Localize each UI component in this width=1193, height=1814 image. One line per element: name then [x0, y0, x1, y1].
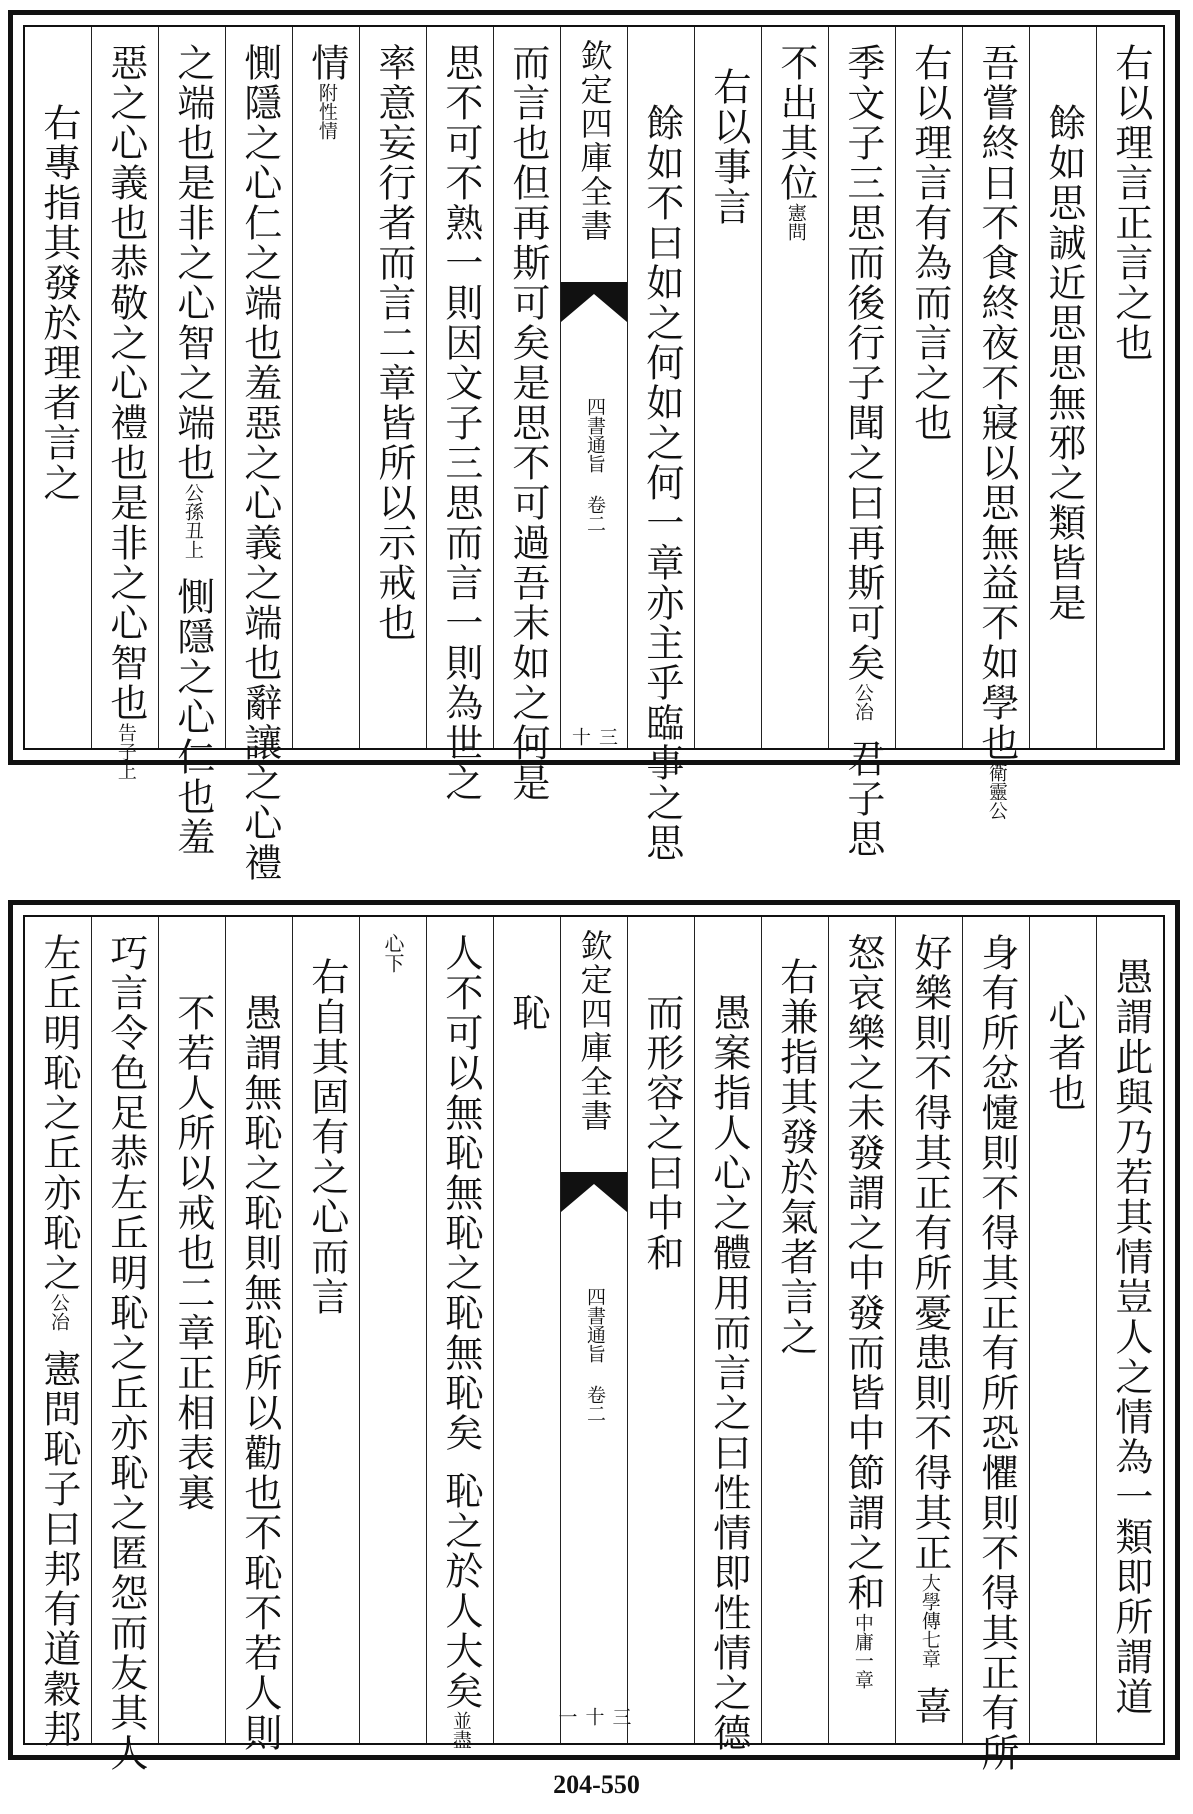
main-text: 惡之心義也恭敬之心禮也是非之心智也 — [103, 43, 148, 723]
column — [158, 27, 225, 857]
column: 思不可不熟一則因文子三思而言一則為世之 — [426, 27, 493, 748]
section-label: 四書通旨 卷二 — [583, 1287, 606, 1423]
column: 恥 — [493, 917, 560, 1743]
main-text: 吾嘗終日不食終夜不寢以思無益不如學也 — [974, 43, 1019, 763]
column: 餘如不曰如之何如之何一章亦主乎臨事之思 — [627, 27, 694, 748]
fish-tail-mark-icon — [561, 1172, 627, 1212]
main-text: 之端也是非之心智之端也 — [170, 43, 215, 483]
bottom-page — [8, 900, 1180, 1773]
book-title: 欽定四庫全書 — [575, 929, 614, 1133]
column — [91, 27, 158, 780]
main-text: 喜 — [907, 1686, 952, 1726]
main-text: 君子思 — [840, 739, 885, 859]
source-note: 中庸一章 — [851, 1613, 874, 1689]
column: 而言也但再斯可矣是思不可過吾末如之何是 — [493, 27, 560, 748]
main-text: 惻隱之心仁也羞 — [170, 577, 215, 857]
column — [828, 27, 895, 859]
column: 愚謂此與乃若其情豈人之情為一類即所謂道 — [1096, 917, 1163, 1743]
main-text: 怒哀樂之未發謂之中發而皆中節謂之和 — [840, 933, 885, 1613]
bottom-page-frame — [23, 915, 1165, 1773]
main-text: 季文子三思而後行子聞之曰再斯可矣 — [840, 43, 885, 683]
source-note: 大學傳七章 — [918, 1573, 941, 1668]
column: 率意妄行者而言二章皆所以示戒也 — [359, 27, 426, 748]
source-note: 公冶 — [47, 1293, 70, 1331]
page-footer-number: 204-550 — [553, 1770, 640, 1799]
center-margin — [555, 917, 632, 1743]
column — [962, 27, 1029, 820]
column: 愚案指人心之體用而言之曰性情即性情之德 — [694, 917, 761, 1743]
page-number: 三十 — [569, 727, 618, 746]
column — [359, 917, 426, 1743]
source-note: 附性情 — [315, 83, 338, 140]
main-text: 左丘明恥之丘亦恥之 — [36, 933, 81, 1293]
column: 身有所忿懥則不得其正有所恐懼則不得其正有所 — [962, 917, 1029, 1743]
source-note: 憲問 — [784, 203, 807, 241]
column: 餘如思誠近思思無邪之類皆是 — [1029, 27, 1096, 748]
column: 惻隱之心仁之端也羞惡之心義之端也辭讓之心禮 — [225, 27, 292, 748]
source-note: 下 — [381, 953, 405, 973]
top-page-frame — [23, 25, 1165, 883]
column: 右兼指其發於氣者言之 — [761, 917, 828, 1743]
column: 不若人所以戒也二章正相表裏 — [158, 917, 225, 1743]
column: 右以事言 — [694, 27, 761, 748]
column: 右以理言正言之也 — [1096, 27, 1163, 748]
source-note: 衛靈公 — [985, 763, 1008, 820]
main-text: 不出其位 — [773, 43, 818, 203]
source-note: 公孫丑上 — [181, 483, 204, 559]
column: 巧言令色足恭左丘明恥之丘亦恥之匿怨而友其人 — [91, 917, 158, 1743]
section-label: 四書通旨 卷二 — [583, 397, 606, 533]
source-note: 公冶 — [851, 683, 874, 721]
column: 而形容之曰中和 — [627, 917, 694, 1743]
column — [292, 27, 359, 748]
top-page — [8, 10, 1180, 883]
page-number: 三十一 — [555, 1707, 632, 1726]
column: 右自其固有之心而言 — [292, 917, 359, 1743]
main-text: 恥之於人大矣 — [438, 1471, 483, 1711]
column — [426, 917, 493, 1749]
main-text: 情 — [304, 43, 349, 83]
column: 右以理言有為而言之也 — [895, 27, 962, 748]
column — [828, 917, 895, 1743]
fish-tail-mark-icon — [561, 282, 627, 322]
main-text: 好樂則不得其正有所憂患則不得其正 — [907, 933, 952, 1573]
book-title: 欽定四庫全書 — [575, 39, 614, 243]
column — [25, 917, 91, 1749]
source-note: 心 — [381, 933, 405, 953]
source-note: 告子上 — [114, 723, 137, 780]
main-text: 憲問恥子曰邦有道穀邦 — [36, 1349, 81, 1749]
main-text: 人不可以無恥無恥之恥無恥矣 — [438, 933, 483, 1453]
source-note: 並盡 — [449, 1711, 472, 1749]
column: 右專指其發於理者言之 — [36, 103, 81, 503]
column: 心者也 — [1029, 917, 1096, 1743]
column — [895, 917, 962, 1743]
column — [761, 27, 828, 748]
center-margin — [560, 27, 627, 748]
column: 愚謂無恥之恥則無恥所以勸也不恥不若人則 — [225, 917, 292, 1743]
